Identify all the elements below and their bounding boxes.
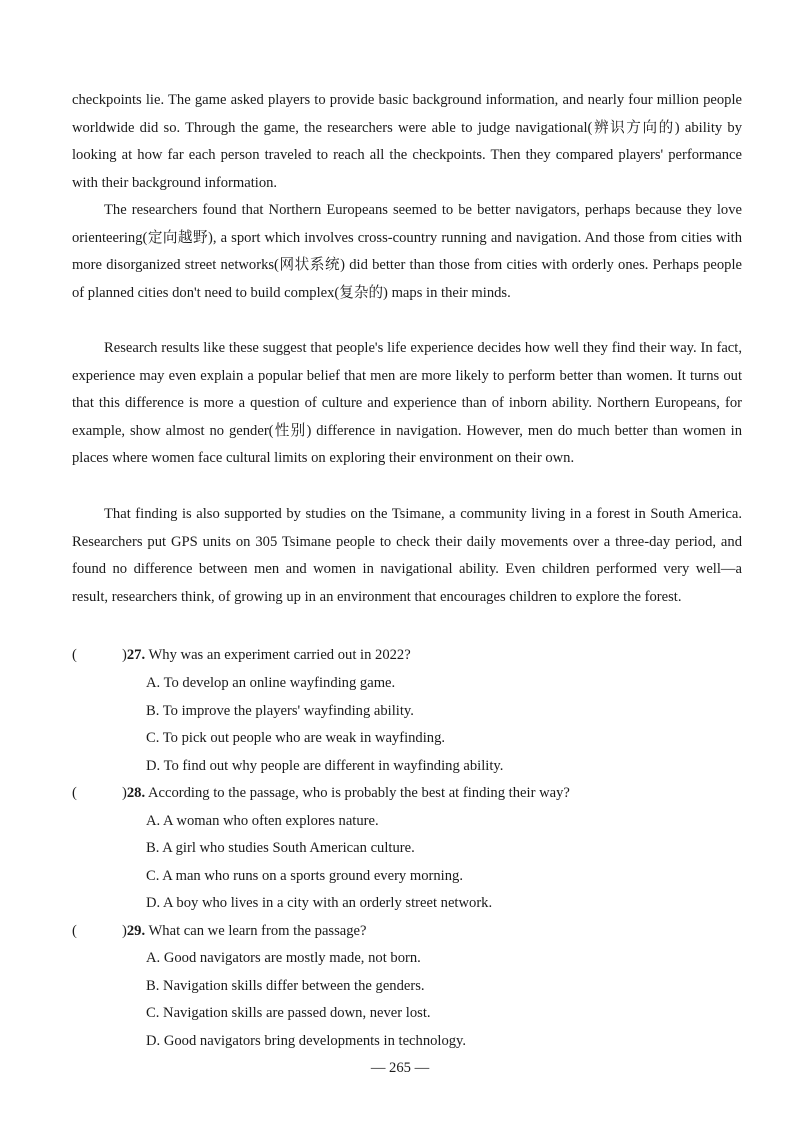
question-28 — [72, 783, 732, 803]
option-29-b: B. Navigation skills differ between the genders. — [146, 978, 425, 994]
question-stem: According to the passage, who is probably the best at finding their way? — [147, 785, 570, 801]
question-stem: Why was an experiment carried out in 2022? — [148, 647, 411, 663]
answer-blank-close: ) — [122, 647, 127, 663]
question-number: 29. — [126, 923, 146, 939]
passage-paragraph-4: That finding is also supported by studies on the Tsimane, a community living in a forest in South America. Researchers put GPS units on 305 Tsimane people to check their daily movements over a three-day period, and found no difference between men and women in navigational ability. Even children performed very well—a result, researchers think, of growing up in an environment that encourages children to explore the forest. — [72, 506, 742, 605]
option-28-b: B. A girl who studies South American culture. — [146, 840, 415, 856]
option-27-b: B. To improve the players' wayfinding ability. — [146, 703, 414, 719]
option-29-c: C. Navigation skills are passed down, never lost. — [146, 1005, 431, 1021]
option-29-a: A. Good navigators are mostly made, not born. — [146, 950, 421, 966]
option-28-c: C. A man who runs on a sports ground every morning. — [146, 868, 463, 884]
passage-paragraph-3: Research results like these suggest that people's life experience decides how well they find their way. In fact, experience may even explain a popular belief that men are more likely to perform better than women. It turns out that this difference is more a question of culture and experience than of inborn ability. Northern Europeans, for example, show almost no gender(性别) difference in navigation. However, men do much better than women in places where women face cultural limits on exploring their environment on their own. — [72, 340, 742, 467]
question-stem: What can we learn from the passage? — [148, 923, 367, 939]
answer-blank-open: ( — [72, 785, 77, 801]
option-28-a: A. A woman who often explores nature. — [146, 813, 379, 829]
question-number: 27. — [126, 647, 146, 663]
option-28-d: D. A boy who lives in a city with an orderly street network. — [146, 895, 493, 911]
question-27 — [72, 645, 732, 665]
question-number: 28. — [126, 785, 146, 801]
option-29-d: D. Good navigators bring developments in technology. — [146, 1033, 467, 1049]
option-27-a: A. To develop an online wayfinding game. — [146, 675, 396, 691]
page-number: — 265 — — [370, 1060, 430, 1076]
answer-blank-open: ( — [72, 923, 77, 939]
passage-paragraph-1: checkpoints lie. The game asked players to provide basic background information, and nearly four million people worldwide did so. Through the game, the researchers were able to judge navigational(辨识方向的) ability by looking at how far each person traveled to reach all the checkpoints. Then they compared players' performance with their background information. — [72, 92, 742, 191]
answer-blank-close: ) — [122, 923, 127, 939]
answer-blank-close: ) — [122, 785, 127, 801]
option-27-c: C. To pick out people who are weak in wayfinding. — [146, 730, 446, 746]
question-29 — [72, 921, 732, 941]
passage-paragraph-2: The researchers found that Northern Europeans seemed to be better navigators, perhaps because they love orienteering(定向越野), a sport which involves cross-country running and navigation. And those from cities with more disorganized street networks(网状系统) did better than those from cities with orderly ones. Perhaps people of planned cities don't need to build complex(复杂的) maps in their minds. — [72, 202, 742, 301]
option-27-d: D. To find out why people are different in wayfinding ability. — [146, 758, 504, 774]
answer-blank-open: ( — [72, 647, 77, 663]
